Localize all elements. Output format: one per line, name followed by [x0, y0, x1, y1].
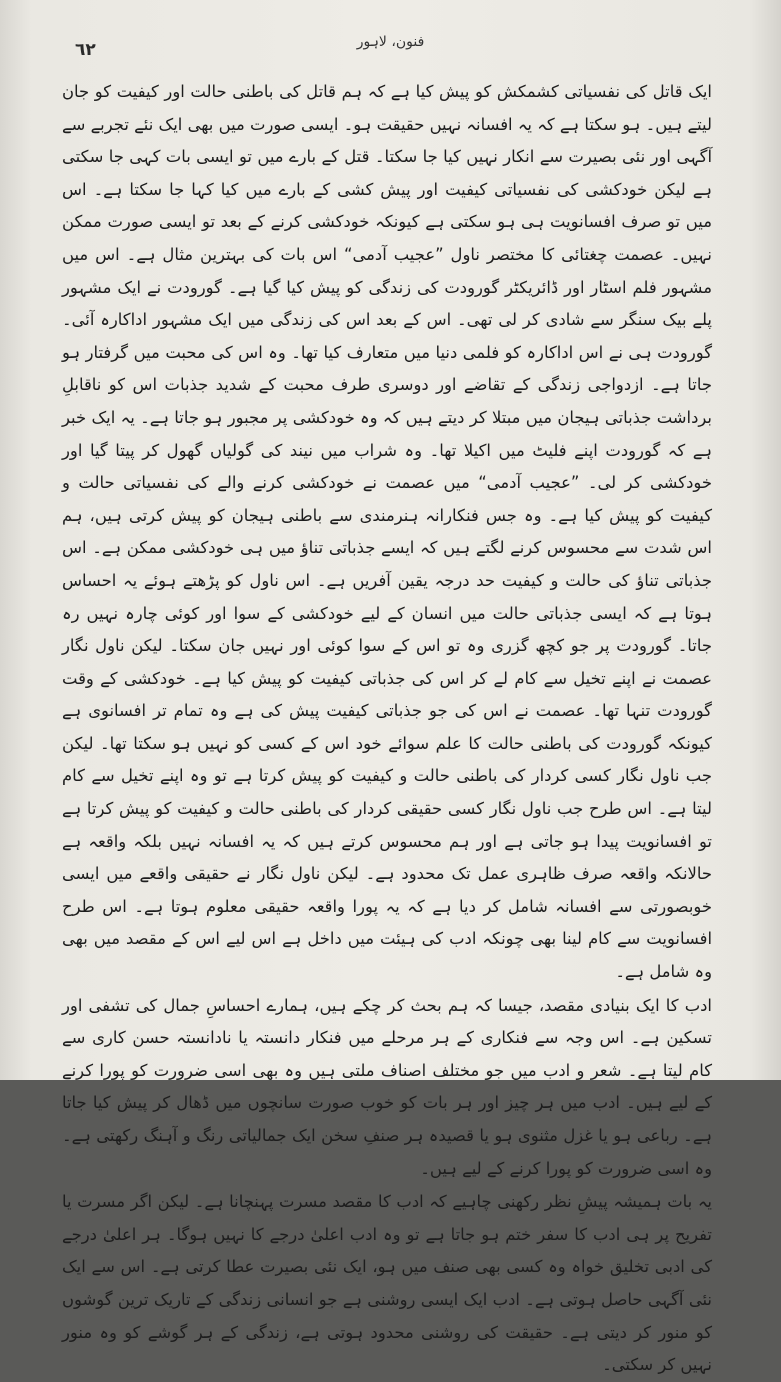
paragraph-1: ایک قاتل کی نفسیاتی کشمکش کو پیش کیا ہے کہ ہم قاتل کی باطنی حالت اور کیفیت کو جان لیتے ہیں۔ ہو سکتا ہے کہ یہ افسانہ نہیں حقیقت ہو۔ ایسی صورت میں بھی ایک نئے تجربے سے آگہی اور نئی بصیرت سے انکار نہیں کیا جا سکتا۔ قتل کے بارے میں تو ایسی بات کہی جا سکتی ہے لیکن خودکشی کی نفسیاتی کیفیت اور پیش کشی کے بارے میں کیا کہا جا سکتا ہے۔ اس میں تو صرف افسانویت ہی ہو سکتی ہے کیونکہ خودکشی کرنے کے بعد تو ایسی صورت ممکن نہیں۔ عصمت چغتائی کا مختصر ناول ”عجیب آدمی“ اس بات کی بہترین مثال ہے۔ اس میں مشہور فلم اسٹار اور ڈائریکٹر گورودت کی زندگی کو پیش کیا گیا ہے۔ گورودت نے ایک مشہور پلے بیک سنگر سے شادی کر لی تھی۔ اس کے بعد اس کی زندگی میں ایک مشہور اداکارہ آئی۔ گورودت ہی نے اس اداکارہ کو فلمی دنیا میں متعارف کیا تھا۔ وہ اس کی محبت میں گرفتار ہو جاتا ہے۔ ازدواجی زندگی کے تقاضے اور دوسری طرف محبت کے شدید جذبات اس کو ناقابلِ برداشت جذباتی ہیجان میں مبتلا کر دیتے ہیں کہ وہ خودکشی پر مجبور ہو جاتا ہے۔ یہ ایک خبر ہے کہ گورودت اپنے فلیٹ میں اکیلا تھا۔ وہ شراب میں نیند کی گولیاں گھول کر پیتا گیا اور خودکشی کر لی۔ ”عجیب آدمی“ میں عصمت نے خودکشی کرنے والے کی نفسیاتی حالت و کیفیت کو پیش کیا ہے۔ وہ جس فنکارانہ ہنرمندی سے باطنی ہیجان کو پیش کرتی ہیں، ہم اس شدت سے محسوس کرنے لگتے ہیں کہ ایسے جذباتی تناؤ میں ہی خودکشی ممکن ہے۔ اس جذباتی تناؤ کی حالت و کیفیت حد درجہ یقین آفریں ہے۔ اس ناول کو پڑھتے ہوئے یہ احساس ہوتا ہے کہ ایسی جذباتی حالت میں انسان کے لیے خودکشی کے سوا اور کوئی چارہ نہیں رہ جاتا۔ گورودت پر جو کچھ گزری وہ تو اس کے سوا کوئی اور نہیں جان سکتا۔ لیکن ناول نگار عصمت نے اپنے تخیل سے کام لے کر اس کی جذباتی کیفیت کو پیش کیا ہے۔ خودکشی کے وقت گورودت تنہا تھا۔ عصمت نے اس کی جو جذباتی کیفیت پیش کی ہے وہ تمام تر افسانوی ہے کیونکہ گورودت کی باطنی حالت کا علم سوائے خود اس کے کسی کو نہیں ہو سکتا تھا۔ لیکن جب ناول نگار کسی کردار کی باطنی حالت و کیفیت کو پیش کرتا ہے تو وہ اپنے تخیل سے کام لیتا ہے۔ اس طرح جب ناول نگار کسی حقیقی کردار کی باطنی حالت و کیفیت کو پیش کرتا ہے تو افسانویت پیدا ہو جاتی ہے اور ہم محسوس کرتے ہیں کہ یہ افسانہ نہیں بلکہ واقعہ ہے حالانکہ واقعہ صرف ظاہری عمل تک محدود ہے۔ لیکن ناول نگار نے حقیقی واقعے میں ایسی خوبصورتی سے افسانہ شامل کر دیا ہے کہ یہ پورا واقعہ حقیقی معلوم ہوتا ہے۔ اس طرح افسانویت سے کام لینا بھی چونکہ ادب کی ہیئت میں داخل ہے اس لیے اس کے مقصد میں بھی وہ شامل ہے۔	[62, 82, 712, 982]
paragraph-3: یہ بات ہمیشہ پیشِ نظر رکھنی چاہیے کہ ادب کا مقصد مسرت پہنچانا ہے۔ لیکن اگر مسرت یا تفریح پر ہی ادب کا سفر ختم ہو جاتا ہے تو وہ ادب اعلیٰ درجے کا نہیں ہوگا۔ ہر اعلیٰ درجے کی ادبی تخلیق خواہ وہ کسی بھی صنف میں ہو، ایک نئی بصیرت عطا کرتی ہے۔ اس سے ایک نئی آگہی حاصل ہوتی ہے۔ ادب ایک ایسی روشنی ہے جو انسانی زندگی کے تاریک ترین گوشوں کو منور کر دیتی ہے۔ حقیقت کی روشنی محدود ہوتی ہے، زندگی کے ہر گوشے کو وہ منور نہیں کر سکتی۔	[62, 1192, 712, 1375]
page-header	[0, 34, 781, 64]
page-number: ٦٢	[75, 40, 96, 60]
paragraph-2: ادب کا ایک بنیادی مقصد، جیسا کہ ہم بحث کر چکے ہیں، ہمارے احساسِ جمال کی تشفی اور تسکین ہے۔ اس وجہ سے فنکاری کے ہر مرحلے میں فنکار دانستہ یا نادانستہ حسن کاری سے کام لیتا ہے۔ شعر و ادب میں جو مختلف اصناف ملتی ہیں وہ بھی اسی ضرورت کو پورا کرنے کے لیے ہیں۔ ادب میں ہر چیز اور ہر بات کو خوب صورت سانچوں میں ڈھال کر پیش کیا جاتا ہے۔ رباعی ہو یا غزل مثنوی ہو یا قصیدہ ہر صنفِ سخن ایک جمالیاتی رنگ و آہنگ رکھتی ہے۔ وہ اسی ضرورت کو پورا کرنے کے لیے ہیں۔	[62, 995, 712, 1178]
body-text	[62, 76, 712, 1382]
running-title: فنون، لاہور	[356, 34, 425, 50]
